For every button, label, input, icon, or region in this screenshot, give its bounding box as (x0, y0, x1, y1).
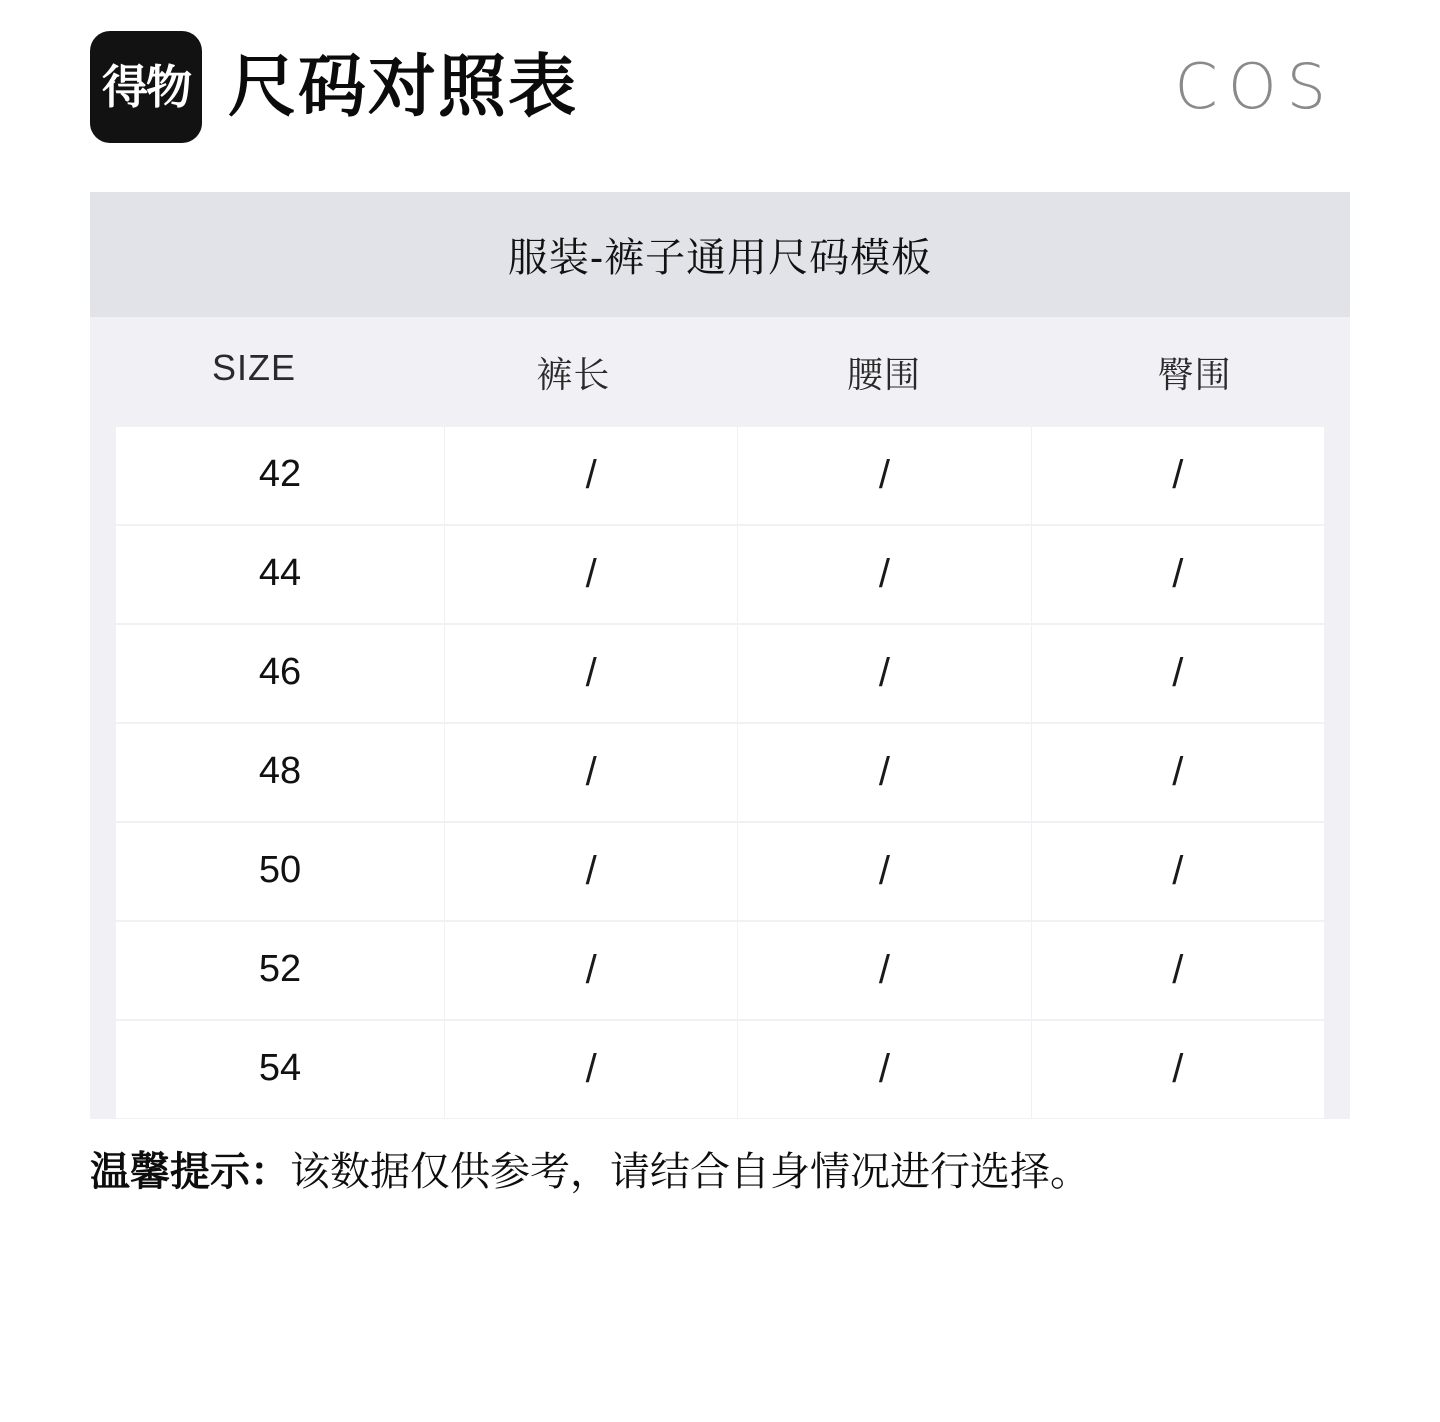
table-row (90, 822, 1350, 921)
cell-waist: / (738, 823, 1030, 920)
disclaimer-text: 该数据仅供参考，请结合自身情况进行选择。 (290, 1150, 1090, 1194)
logo-text: 得物 (102, 60, 190, 114)
cell-length: / (445, 625, 737, 722)
cell-size: 54 (116, 1021, 444, 1118)
cell-size: 48 (116, 724, 444, 821)
cell-waist: / (738, 526, 1030, 623)
table-row (90, 624, 1350, 723)
cell-hip: / (1032, 625, 1324, 722)
brand-logo: COS (1174, 50, 1336, 123)
cell-length: / (445, 922, 737, 1019)
cell-waist: / (738, 625, 1030, 722)
cell-waist: / (738, 724, 1030, 821)
table-row (90, 426, 1350, 525)
cell-hip: / (1032, 427, 1324, 524)
table-row (90, 1020, 1350, 1119)
table-row (90, 525, 1350, 624)
column-header-size: SIZE (211, 347, 296, 388)
cell-length: / (445, 724, 737, 821)
table-row (90, 921, 1350, 1020)
table-header-row (90, 317, 1350, 426)
page-title: 尺码对照表 (228, 49, 579, 125)
cell-length: / (445, 427, 737, 524)
cell-size: 46 (116, 625, 444, 722)
cell-size: 42 (116, 427, 444, 524)
cell-waist: / (738, 922, 1030, 1019)
cell-size: 44 (116, 526, 444, 623)
column-header-hip: 臀围 (1157, 354, 1232, 395)
cell-waist: / (738, 1021, 1030, 1118)
table-title: 服装-裤子通用尺码模板 (90, 192, 1350, 317)
column-header-length: 裤长 (536, 354, 611, 395)
cell-size: 52 (116, 922, 444, 1019)
cell-length: / (445, 526, 737, 623)
cell-hip: / (1032, 526, 1324, 623)
table-row (90, 723, 1350, 822)
cell-hip: / (1032, 1021, 1324, 1118)
cell-hip: / (1032, 823, 1324, 920)
app-badge-icon (90, 31, 202, 143)
cell-waist: / (738, 427, 1030, 524)
cell-length: / (445, 823, 737, 920)
column-header-waist: 腰围 (847, 354, 922, 395)
cell-size: 50 (116, 823, 444, 920)
cell-hip: / (1032, 922, 1324, 1019)
size-table (90, 192, 1350, 1119)
disclaimer-note (90, 1145, 1350, 1199)
page-header (0, 0, 1440, 150)
cell-hip: / (1032, 724, 1324, 821)
cell-length: / (445, 1021, 737, 1118)
disclaimer-label: 温馨提示： (90, 1150, 290, 1194)
